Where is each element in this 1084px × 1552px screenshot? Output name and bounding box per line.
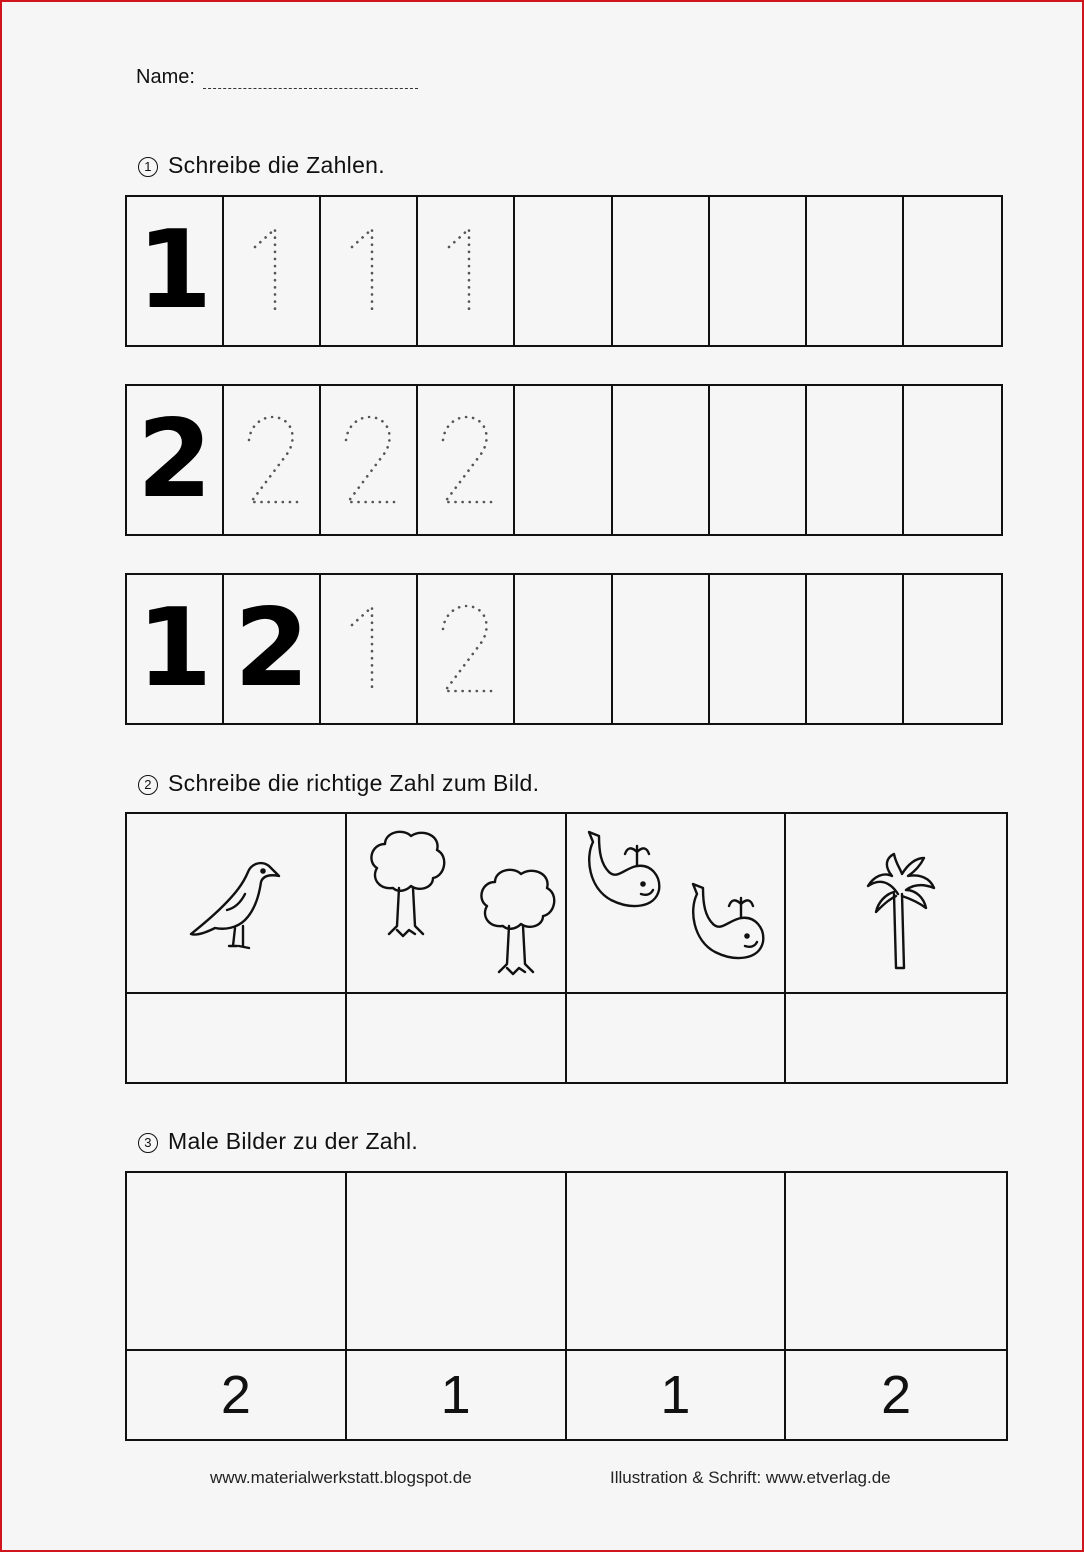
- dotted-digit-cell[interactable]: [224, 197, 321, 345]
- target-number: 1: [347, 1351, 567, 1439]
- whale-icon: [581, 828, 681, 928]
- whale-icon: [685, 880, 785, 980]
- trace-row-3: [125, 573, 1003, 725]
- solid-digit: 1: [136, 586, 213, 711]
- empty-write-cell[interactable]: [710, 575, 807, 723]
- dotted-digit-cell[interactable]: [321, 575, 418, 723]
- task-1-heading: [138, 152, 385, 179]
- task-1-text: Schreibe die Zahlen.: [168, 152, 385, 178]
- dotted-digit-cell[interactable]: [418, 575, 515, 723]
- empty-write-cell[interactable]: [613, 386, 710, 534]
- bird-icon: [185, 854, 295, 964]
- solid-digit: 2: [136, 397, 213, 522]
- tree-icon: [473, 864, 563, 984]
- name-field: [136, 66, 418, 89]
- empty-write-cell[interactable]: [613, 197, 710, 345]
- dotted-digit-cell[interactable]: [224, 386, 321, 534]
- empty-write-cell[interactable]: [515, 386, 612, 534]
- empty-write-cell[interactable]: [515, 575, 612, 723]
- dotted-digit-2: [435, 599, 497, 699]
- dotted-digit-cell[interactable]: [321, 386, 418, 534]
- empty-write-cell[interactable]: [904, 197, 1001, 345]
- target-number: 1: [567, 1351, 787, 1439]
- dotted-digit-2: [241, 410, 303, 510]
- name-label: Name:: [136, 66, 195, 88]
- solid-digit-cell: [127, 197, 224, 345]
- dotted-digit-1: [241, 221, 303, 321]
- drawing-area[interactable]: [786, 1173, 1006, 1351]
- answer-cell[interactable]: [567, 994, 787, 1082]
- task-2-number: 2: [138, 775, 158, 795]
- trace-row-2: [125, 384, 1003, 536]
- tree-icon: [363, 826, 453, 946]
- drawing-area[interactable]: [347, 1173, 567, 1351]
- task-3-text: Male Bilder zu der Zahl.: [168, 1128, 419, 1154]
- picture-cell-bird: [127, 814, 347, 994]
- empty-write-cell[interactable]: [807, 197, 904, 345]
- draw-pictures-table: [125, 1171, 1008, 1441]
- answer-cell[interactable]: [347, 994, 567, 1082]
- drawing-area[interactable]: [567, 1173, 787, 1351]
- task-3-number: 3: [138, 1133, 158, 1153]
- empty-write-cell[interactable]: [807, 575, 904, 723]
- dotted-digit-cell[interactable]: [418, 197, 515, 345]
- solid-digit-cell: [127, 575, 224, 723]
- picture-cell-whales: [567, 814, 787, 994]
- name-blank-line[interactable]: [203, 70, 418, 89]
- picture-cell-palm: [786, 814, 1006, 994]
- dotted-digit-2: [435, 410, 497, 510]
- empty-write-cell[interactable]: [710, 386, 807, 534]
- empty-write-cell[interactable]: [710, 197, 807, 345]
- empty-write-cell[interactable]: [613, 575, 710, 723]
- empty-write-cell[interactable]: [904, 386, 1001, 534]
- trace-row-1: [125, 195, 1003, 347]
- empty-write-cell[interactable]: [904, 575, 1001, 723]
- empty-write-cell[interactable]: [807, 386, 904, 534]
- palm-tree-icon: [850, 846, 940, 976]
- picture-count-table: [125, 812, 1008, 1084]
- target-number: 2: [127, 1351, 347, 1439]
- footer-left-url: www.materialwerkstatt.blogspot.de: [210, 1468, 472, 1487]
- answer-cell[interactable]: [786, 994, 1006, 1082]
- drawing-area[interactable]: [127, 1173, 347, 1351]
- picture-cell-trees: [347, 814, 567, 994]
- footer-credits: Illustration & Schrift: www.etverlag.de: [610, 1468, 891, 1487]
- dotted-digit-2: [338, 410, 400, 510]
- solid-digit-cell: [127, 386, 224, 534]
- solid-digit-cell: [224, 575, 321, 723]
- task-2-heading: [138, 770, 539, 797]
- solid-digit: 1: [136, 208, 213, 333]
- task-3-heading: [138, 1128, 418, 1155]
- dotted-digit-cell[interactable]: [321, 197, 418, 345]
- dotted-digit-1: [338, 221, 400, 321]
- target-number: 2: [881, 1365, 912, 1425]
- task-1-number: 1: [138, 157, 158, 177]
- solid-digit: 2: [234, 586, 310, 711]
- empty-write-cell[interactable]: [515, 197, 612, 345]
- task-2-text: Schreibe die richtige Zahl zum Bild.: [168, 770, 540, 796]
- dotted-digit-cell[interactable]: [418, 386, 515, 534]
- answer-cell[interactable]: [127, 994, 347, 1082]
- dotted-digit-1: [435, 221, 497, 321]
- dotted-digit-1: [338, 599, 400, 699]
